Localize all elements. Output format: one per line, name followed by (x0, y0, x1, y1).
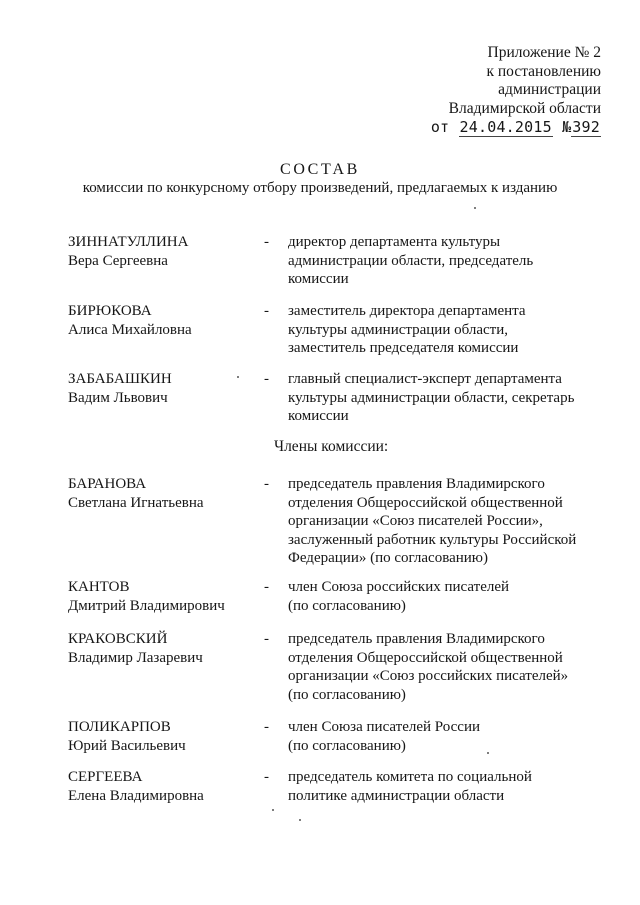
appendix-line: администрации (498, 81, 601, 98)
member-given-name: Юрий Васильевич (68, 737, 186, 754)
separator-dash: - (264, 719, 269, 735)
separator-dash: - (264, 631, 269, 647)
member-surname: ЗАБАБАШКИН (68, 371, 172, 387)
role-line: (по согласованию) (288, 737, 406, 754)
resolution-date-number (431, 118, 601, 137)
member-given-name: Вадим Львович (68, 389, 168, 406)
appendix-block (431, 44, 601, 137)
member-given-name: Дмитрий Владимирович (68, 597, 225, 614)
member-given-name: Вера Сергеевна (68, 252, 168, 269)
resolution-number: 392 (572, 118, 600, 136)
appendix-line: к постановлению (486, 62, 601, 80)
member-role (288, 718, 480, 755)
role-line: культуры администрации области, секретарь (288, 389, 575, 406)
role-line: заместитель председателя комиссии (288, 340, 519, 356)
separator-dash: - (264, 234, 269, 250)
member-given-name: Владимир Лазаревич (68, 649, 203, 666)
separator-dash: - (264, 303, 269, 319)
appendix-line: Владимирской области (448, 99, 601, 117)
member-role (288, 302, 526, 358)
separator-dash: - (264, 769, 269, 785)
role-line: организации «Союз российских писателей» (288, 668, 569, 684)
role-line: комиссии (288, 408, 349, 424)
role-line: председатель комитета по социальной (288, 769, 532, 785)
member-surname: КАНТОВ (68, 579, 130, 595)
member-role (288, 768, 532, 805)
member-role (288, 370, 574, 426)
document-subtitle: комиссии по конкурсному отбору произведений, предлагаемых к изданию (82, 180, 558, 196)
role-line: политике администрации области (288, 787, 505, 804)
role-line: заместитель директора департамента (288, 303, 526, 319)
role-line: администрации области, председатель (288, 252, 534, 269)
member-surname: БАРАНОВА (68, 476, 147, 492)
member-role (288, 233, 533, 289)
member-role (288, 630, 568, 704)
role-line: организации «Союз писателей России», (288, 513, 543, 529)
scan-speck (487, 752, 489, 754)
member-given-name: Елена Владимировна (68, 787, 204, 804)
scan-speck (299, 819, 301, 821)
document-title: СОСТАВ (280, 161, 360, 178)
role-line: (по согласованию) (288, 686, 406, 703)
separator-dash: - (264, 371, 269, 387)
members-heading: Члены комиссии: (274, 438, 389, 455)
resolution-date: 24.04.2015 (459, 118, 552, 136)
scan-speck (237, 376, 239, 378)
appendix-line: Приложение № 2 (487, 44, 601, 61)
separator-dash: - (264, 476, 269, 492)
role-line: член Союза российских писателей (288, 579, 510, 595)
scan-speck (272, 809, 274, 811)
member-given-name: Алиса Михайловна (68, 321, 192, 338)
member-surname: ЗИННАТУЛЛИНА (68, 234, 189, 250)
role-line: председатель правления Владимирского (288, 476, 545, 492)
member-surname: КРАКОВСКИЙ (68, 631, 168, 647)
separator-dash: - (264, 579, 269, 595)
role-line: отделения Общероссийской общественной (288, 494, 563, 511)
member-surname: БИРЮКОВА (68, 303, 152, 319)
scan-speck (474, 207, 476, 209)
role-line: директор департамента культуры (288, 234, 501, 250)
role-line: отделения Общероссийской общественной (288, 649, 563, 666)
number-prefix: № (562, 118, 572, 136)
member-role (288, 475, 576, 568)
role-line: заслуженный работник культуры Российской (288, 531, 577, 548)
role-line: главный специалист-эксперт департамента (288, 371, 562, 387)
role-line: член Союза писателей России (288, 719, 481, 735)
member-role (288, 578, 509, 615)
role-line: культуры администрации области, (288, 321, 508, 338)
role-line: комиссии (288, 271, 349, 287)
member-given-name: Светлана Игнатьевна (68, 494, 204, 511)
member-surname: ПОЛИКАРПОВ (68, 719, 171, 735)
role-line: председатель правления Владимирского (288, 631, 545, 647)
role-line: (по согласованию) (288, 597, 406, 614)
member-surname: СЕРГЕЕВА (68, 769, 143, 785)
date-prefix: от (430, 118, 450, 136)
role-line: Федерации» (по согласованию) (288, 550, 489, 566)
